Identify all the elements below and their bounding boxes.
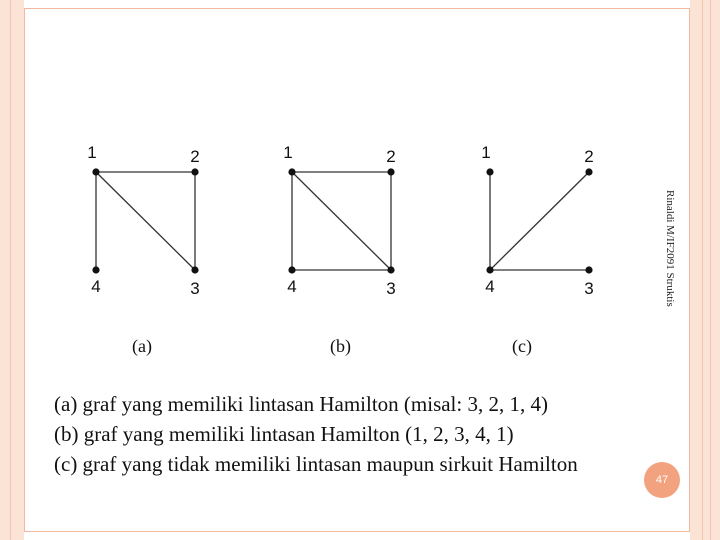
graph-b	[283, 143, 395, 298]
vertex-1	[288, 168, 295, 175]
vertex-label-2: 2	[386, 147, 396, 166]
edge-1-3	[292, 172, 391, 270]
vertex-4	[486, 266, 493, 273]
vertex-label-1: 1	[283, 143, 293, 162]
vertex-2	[191, 168, 198, 175]
edge-4-2	[490, 172, 589, 270]
vertex-2	[387, 168, 394, 175]
caption-a: (a)	[132, 336, 152, 356]
page-number-badge: 47	[644, 462, 680, 498]
vertex-4	[288, 266, 295, 273]
vertex-label-3: 3	[386, 279, 396, 298]
vertex-label-3: 3	[584, 279, 594, 298]
vertex-4	[92, 266, 99, 273]
description-b: (b) graf yang memiliki lintasan Hamilton (1, 2, 3, 4, 1)	[54, 422, 514, 446]
vertex-label-4: 4	[91, 277, 101, 296]
graph-c	[481, 143, 593, 298]
vertex-label-4: 4	[485, 277, 495, 296]
description-a: (a) graf yang memiliki lintasan Hamilton (misal: 3, 2, 1, 4)	[54, 392, 548, 416]
sidebar-course-text: Rinaldi M/IF2091 Struktis	[664, 190, 676, 307]
graph-a	[87, 143, 199, 298]
vertex-label-1: 1	[481, 143, 491, 162]
vertex-2	[585, 168, 592, 175]
caption-b: (b)	[330, 336, 351, 356]
vertex-3	[387, 266, 394, 273]
description-c: (c) graf yang tidak memiliki lintasan maupun sirkuit Hamilton	[54, 452, 578, 476]
edge-1-3	[96, 172, 195, 270]
vertex-3	[191, 266, 198, 273]
vertex-label-2: 2	[584, 147, 594, 166]
caption-c: (c)	[512, 336, 532, 356]
vertex-label-3: 3	[190, 279, 200, 298]
vertex-label-4: 4	[287, 277, 297, 296]
vertex-3	[585, 266, 592, 273]
vertex-1	[92, 168, 99, 175]
vertex-label-2: 2	[190, 147, 200, 166]
vertex-1	[486, 168, 493, 175]
vertex-label-1: 1	[87, 143, 97, 162]
